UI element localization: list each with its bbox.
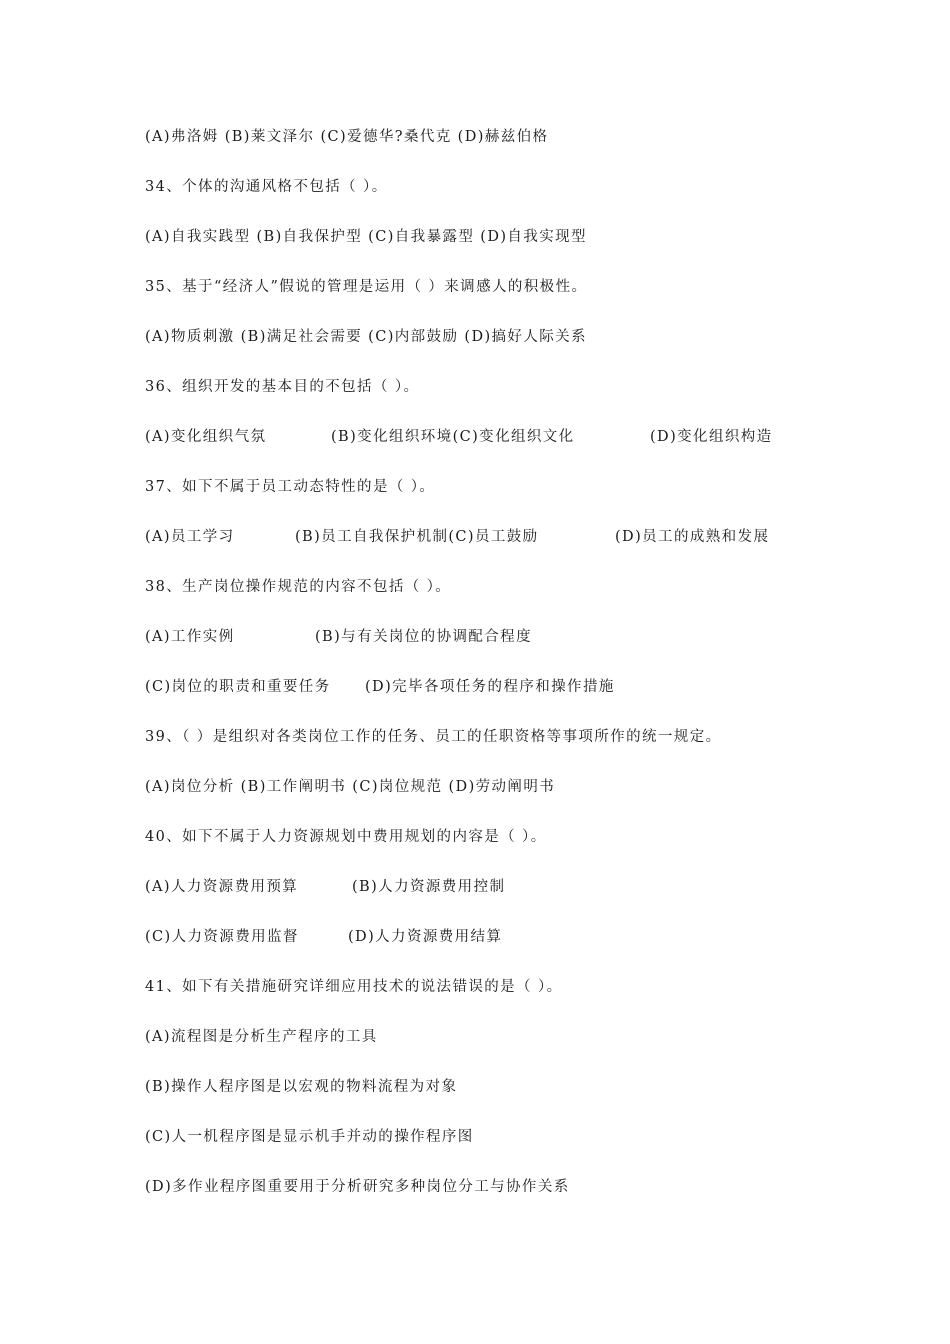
q40-options-line-2 <box>145 925 503 949</box>
q41-option-d: (D)多作业程序图重要用于分析研究多种岗位分工与协作关系 <box>145 1179 570 1195</box>
question-34-text: 34、个体的沟通风格不包括（ ）。 <box>145 179 388 195</box>
q40-option-b: (B)人力资源费用控制 <box>352 879 506 895</box>
q37-options-line <box>145 525 770 549</box>
q40-option-c: (C)人力资源费用监督 <box>145 929 299 945</box>
q36-options-line <box>145 425 773 449</box>
question-37-text: 37、如下不属于员工动态特性的是（ ）。 <box>145 479 436 495</box>
q41-option-b: (B)操作人程序图是以宏观的物料流程为对象 <box>145 1079 458 1095</box>
q33-options-text: (A)弗洛姆 (B)莱文泽尔 (C)爱德华?桑代克 (D)赫兹伯格 <box>145 129 549 145</box>
q41-option-c: (C)人一机程序图是显示机手并动的操作程序图 <box>145 1129 474 1145</box>
q38-option-b: (B)与有关岗位的协调配合程度 <box>315 629 532 645</box>
question-39-text: 39、（ ）是组织对各类岗位工作的任务、员工的任职资格等事项所作的统一规定。 <box>145 729 722 745</box>
question-35-text: 35、基于“经济人”假说的管理是运用（ ）来调感人的积极性。 <box>145 279 588 295</box>
q37-option-b-c: (B)员工自我保护机制(C)员工鼓励 <box>295 529 539 545</box>
q38-option-d: (D)完毕各项任务的程序和操作措施 <box>365 679 615 695</box>
question-38-text: 38、生产岗位操作规范的内容不包括（ ）。 <box>145 579 452 595</box>
q38-options-line-1 <box>145 625 532 649</box>
q40-option-d: (D)人力资源费用结算 <box>348 929 503 945</box>
q39-options-text: (A)岗位分析 (B)工作阐明书 (C)岗位规范 (D)劳动阐明书 <box>145 779 556 795</box>
q36-option-b-c: (B)变化组织环境(C)变化组织文化 <box>331 429 575 445</box>
q37-option-d: (D)员工的成熟和发展 <box>615 529 770 545</box>
q36-option-a: (A)变化组织气氛 <box>145 429 267 445</box>
q41-option-a: (A)流程图是分析生产程序的工具 <box>145 1029 378 1045</box>
question-36-text: 36、组织开发的基本目的不包括（ ）。 <box>145 379 420 395</box>
q40-options-line-1 <box>145 875 506 899</box>
q35-options-text: (A)物质刺激 (B)满足社会需要 (C)内部鼓励 (D)搞好人际关系 <box>145 329 587 345</box>
question-40-text: 40、如下不属于人力资源规划中费用规划的内容是（ ）。 <box>145 829 547 845</box>
q38-option-c: (C)岗位的职责和重要任务 <box>145 679 331 695</box>
question-41-text: 41、如下有关措施研究详细应用技术的说法错误的是（ ）。 <box>145 979 563 995</box>
q36-option-d: (D)变化组织构造 <box>650 429 773 445</box>
q38-options-line-2 <box>145 675 615 699</box>
q38-option-a: (A)工作实例 <box>145 629 235 645</box>
q37-option-a: (A)员工学习 <box>145 529 235 545</box>
q40-option-a: (A)人力资源费用预算 <box>145 879 299 895</box>
q34-options-text: (A)自我实践型 (B)自我保护型 (C)自我暴露型 (D)自我实现型 <box>145 229 587 245</box>
